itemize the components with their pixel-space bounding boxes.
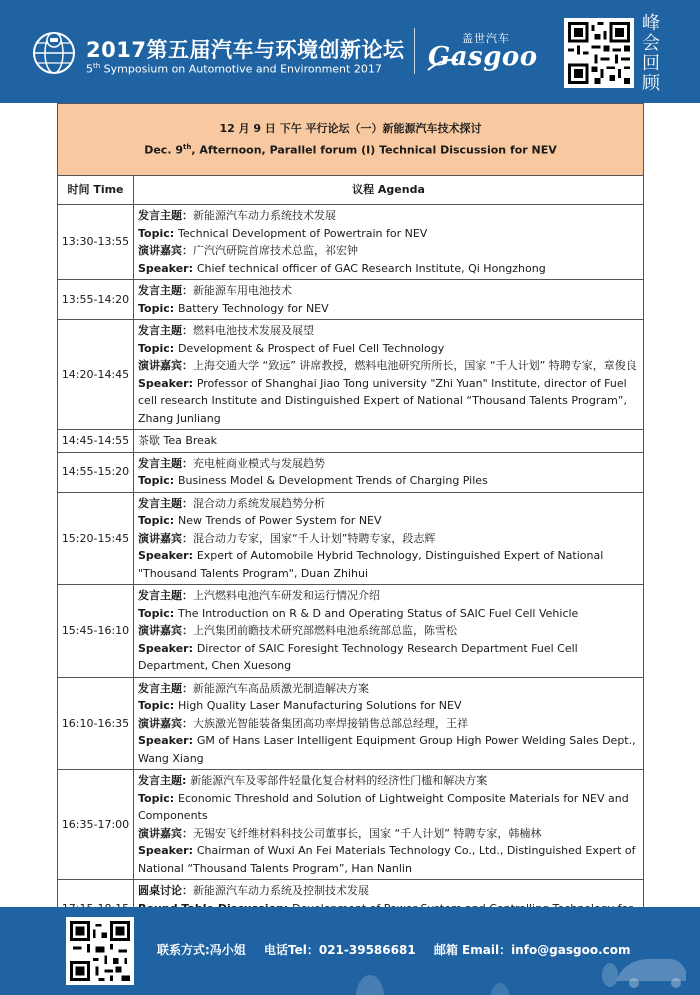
session-title-en: Dec. 9th, Afternoon, Parallel forum (I) Technical Discussion for NEV [144,142,557,157]
session-line-text: Chief technical officer of GAC Research Institute, Qi Hongzhong [196,261,546,275]
session-line-text: 新能源汽车及零部件轻量化复合材料的经济性门槛和解决方案 [190,774,488,787]
session-line-text: Director of SAIC Foresight Technology Research Department Fuel Cell Department, Chen Xuesong [138,641,578,672]
session-line-label: 发言主题： [138,284,193,297]
session-line-label: Topic: [138,699,178,712]
session-title-cn: 12 月 9 日 下午 平行论坛（一）新能源汽车技术探讨 [219,121,482,135]
session-line-text: 新能源汽车动力系统及控制技术发展 [193,884,369,897]
session-line-text: Chairman of Wuxi An Fei Materials Technology Co., Ltd., Distinguished Expert of National “Thousand Talents Program”, Han Nanlin [138,844,636,875]
session-line-label: 发言主题： [138,496,193,510]
contact-email: 邮箱 Email：info@gasgoo.com [433,943,631,957]
session-line [138,472,639,490]
agenda-row [58,770,644,880]
session-line [138,242,639,260]
session-time: 14:20-14:45 [58,320,134,430]
session-line-text: Professor of Shanghai Jiao Tong university "Zhi Yuan" Institute, director of Fuel cell research Institute and Distinguished Expert of National “Thousand Talents Program”, Zhang Junliang [138,376,628,425]
session-line-label: Speaker: [138,261,197,275]
session-line-label: 圆桌讨论： [138,884,193,897]
session-line-label: 发言主题： [138,589,193,602]
session-line-text: 充电桩商业模式与发展趋势 [193,456,325,470]
session-line-text: Development & Prospect of Fuel Cell Technology [178,341,445,355]
session-line [138,732,639,767]
session-banner [58,104,644,176]
session-line [138,640,639,675]
gasgoo-logo-cn: 盖世汽车 [462,32,510,45]
session-time: 14:55-15:20 [58,452,134,492]
column-header-agenda: 议程 Agenda [134,176,644,205]
agenda-row [58,677,644,770]
header-divider [414,28,415,74]
agenda-row [58,492,644,585]
summit-review-label: 峰 会 回 顾 [642,13,660,94]
session-content [134,320,644,430]
session-line-label: 发言主题： [138,681,193,695]
session-line-text: 新能源车用电池技术 [193,284,292,297]
session-content [134,430,644,453]
agenda-table [57,103,644,938]
session-line [138,282,639,300]
session-line [138,207,639,225]
session-line-text: Economic Threshold and Solution of Lightweight Composite Materials for NEV and Components [138,791,629,822]
session-line [138,772,639,790]
session-line-text: 大族激光智能装备集团高功率焊接销售总部总经理，王祥 [193,716,468,730]
page-header [0,0,700,103]
session-line-label: 发言主题: [138,774,191,787]
session-line-label: 演讲嘉宾： [138,531,193,545]
session-line-label: Topic: [138,341,178,355]
session-line-label: Speaker: [138,844,197,857]
session-line-label: 演讲嘉宾： [138,244,193,257]
session-line-text: 广汽汽研院首席技术总监，祁宏钟 [193,244,358,257]
session-line-text: 新能源汽车高品质激光制造解决方案 [193,681,369,695]
session-line-text: GM of Hans Laser Intelligent Equipment Group High Power Welding Sales Dept., Wang Xiang [138,734,636,765]
session-line-text: 上汽集团前瞻技术研究部燃料电池系统部总监，陈雪松 [193,624,457,637]
column-header-time: 时间 Time [58,176,134,205]
session-line [138,375,639,428]
agenda-rows [58,205,644,938]
session-line-label: Speaker: [138,734,197,747]
session-content [134,280,644,320]
agenda-row [58,320,644,430]
contact-phone: 电话Tel：021-39586681 [264,943,416,957]
agenda-row [58,280,644,320]
session-time: 14:45-14:55 [58,430,134,453]
session-line [138,357,639,375]
session-line [138,547,639,582]
forum-title-en: 5th Symposium on Automotive and Environment 2017 [86,62,382,76]
footer-qr-code-icon [66,917,134,985]
session-line-text: 无锡安飞纤维材料科技公司董事长，国家 “千人计划” 特聘专家，韩楠林 [193,826,542,840]
session-line-label: 发言主题： [138,324,193,337]
table-header-row [58,176,644,205]
session-line [138,530,639,548]
session-line-text: The Introduction on R & D and Operating Status of SAIC Fuel Cell Vehicle [178,606,579,620]
qr-code-icon [564,18,634,88]
session-line [138,605,639,623]
session-line-label: Topic: [138,791,178,805]
session-line-label: 演讲嘉宾： [138,716,193,730]
session-line [138,790,639,825]
session-line-label: 发言主题： [138,209,193,222]
session-time: 15:20-15:45 [58,492,134,585]
session-line-label: Topic: [138,474,178,487]
session-time: 13:30-13:55 [58,205,134,280]
session-line [138,495,639,513]
session-line [138,587,639,605]
session-line-text: 混合动力系统发展趋势分析 [193,496,325,510]
session-content [134,677,644,770]
session-line-text: 燃料电池技术发展及展望 [193,324,314,337]
session-line [138,842,639,877]
session-line-label: Topic: [138,301,178,315]
session-line-label: 发言主题： [138,456,193,470]
session-line-label: Topic: [138,226,178,240]
session-content [134,492,644,585]
session-content [134,452,644,492]
session-line-text: 上海交通大学 “致远” 讲席教授，燃料电池研究所所长，国家 “千人计划” 特聘专家，章俊良 [193,359,637,372]
session-line-text: Business Model & Development Trends of Charging Piles [178,474,488,487]
session-line [138,432,639,450]
session-line-label: 演讲嘉宾： [138,826,193,840]
session-line-text: Expert of Automobile Hybrid Technology, Distinguished Expert of National "Thousand Talents Program", Duan Zhihui [138,549,604,580]
page-footer [0,907,700,995]
agenda-row [58,585,644,678]
session-line [138,322,639,340]
session-line-label: Speaker: [138,641,197,655]
session-line [138,225,639,243]
session-line-label: Speaker: [138,549,197,562]
agenda-row [58,430,644,453]
session-line [138,825,639,843]
session-line [138,680,639,698]
session-time: 15:45-16:10 [58,585,134,678]
session-line [138,715,639,733]
session-line [138,622,639,640]
session-content [134,585,644,678]
forum-title-cn: 2017第五届汽车与环境创新论坛 [86,38,405,62]
session-line-text: 新能源汽车动力系统技术发展 [193,209,336,222]
gasgoo-logo-en: Gasgoo [428,42,538,72]
session-line [138,455,639,473]
session-line-text: 混合动力专家，国家“千人计划”特聘专家，段志辉 [193,531,436,545]
session-content [134,770,644,880]
session-line [138,697,639,715]
agenda-row [58,205,644,280]
session-time: 16:35-17:00 [58,770,134,880]
session-line [138,512,639,530]
session-content [134,205,644,280]
session-line-label: Speaker: [138,376,197,390]
session-line-text: 茶歇 Tea Break [138,434,218,447]
session-line [138,300,639,318]
session-time: 13:55-14:20 [58,280,134,320]
session-line-text: Battery Technology for NEV [178,301,329,315]
session-line-text: 上汽燃料电池汽车研发和运行情况介绍 [193,589,380,602]
session-line [138,260,639,278]
agenda-row [58,452,644,492]
session-line [138,882,639,900]
session-line-text: New Trends of Power System for NEV [178,514,382,527]
contact-info [157,941,645,958]
session-line-label: Topic: [138,606,178,620]
globe-car-logo-icon [31,30,77,76]
session-line-label: Topic: [138,514,178,527]
session-line-label: 演讲嘉宾： [138,359,193,372]
session-line-text: Technical Development of Powertrain for NEV [178,226,428,240]
session-time: 16:10-16:35 [58,677,134,770]
session-line [138,340,639,358]
contact-person: 联系方式:冯小姐 [157,943,246,957]
session-line-label: 演讲嘉宾： [138,624,193,637]
session-line-text: High Quality Laser Manufacturing Solutions for NEV [178,699,462,712]
